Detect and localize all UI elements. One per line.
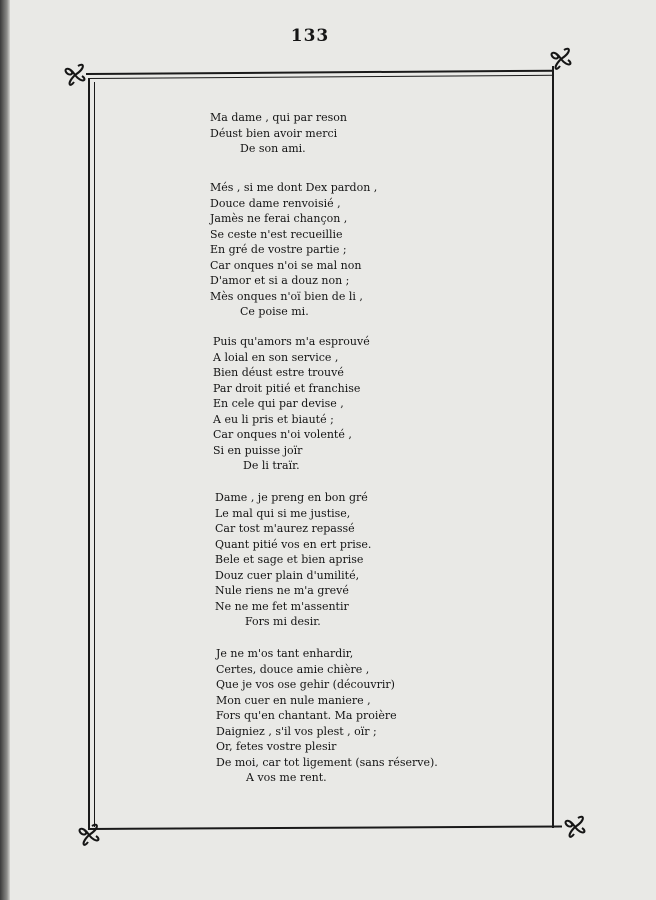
- verse-line: Douz cuer plain d'umilité,: [215, 568, 360, 582]
- corner-flourish-top-right-icon: [546, 44, 576, 74]
- verse-refrain: De son ami.: [240, 142, 306, 155]
- book-gutter-shadow: [0, 0, 10, 900]
- corner-flourish-top-left-icon: [60, 60, 90, 90]
- verse-line: Car tost m'aurez repassé: [215, 522, 355, 535]
- frame-right-line: [552, 66, 554, 828]
- verse-line: Déust bien avoir merci: [210, 126, 338, 140]
- verse-refrain: Fors mi desir.: [245, 615, 321, 628]
- stanza-2: [210, 180, 377, 320]
- verse-line: Si en puisse joïr: [213, 443, 303, 457]
- verse-line: Dame , je preng en bon gré: [215, 491, 368, 504]
- verse-line: Daigniez , s'il vos plest , oïr ;: [216, 724, 377, 738]
- verse-line: Puis qu'amors m'a esprouvé: [213, 335, 370, 348]
- verse-line: A eu li pris et biauté ;: [213, 412, 334, 426]
- verse-line: Jamès ne ferai chançon ,: [210, 212, 348, 225]
- verse-line: Bele et sage et bien aprise: [215, 553, 364, 566]
- verse-line: Le mal qui si me justise,: [215, 506, 351, 520]
- verse-line: Fors qu'en chantant. Ma proière: [216, 709, 397, 722]
- verse-line: D'amor et si a douz non ;: [210, 274, 350, 287]
- verse-line: Nule riens ne m'a grevé: [215, 584, 349, 597]
- verse-line: Més , si me dont Dex pardon ,: [210, 181, 378, 194]
- verse-line: Douce dame renvoisié ,: [210, 196, 341, 210]
- verse-line: Car onques n'oi se mal non: [210, 258, 362, 272]
- verse-line: Quant pitié vos en ert prise.: [215, 537, 372, 551]
- verse-line: Se ceste n'est recueillie: [210, 227, 343, 241]
- verse-line: A loial en son service ,: [213, 350, 339, 364]
- verse-line: Or, fetes vostre plesir: [216, 740, 337, 753]
- corner-flourish-bottom-left-icon: [74, 820, 104, 850]
- verse-refrain: Ce poise mi.: [240, 305, 309, 318]
- stanza-4: [215, 490, 371, 630]
- frame-bottom-line: [90, 826, 562, 830]
- page-number: 133: [290, 26, 330, 46]
- verse-line: Car onques n'oi volenté ,: [213, 428, 352, 441]
- verse-line: Ne ne me fet m'assentir: [215, 599, 349, 613]
- verse-refrain: De li traïr.: [243, 459, 300, 472]
- frame-top-line: [86, 70, 554, 75]
- verse-line: Mès onques n'oï bien de li ,: [210, 289, 363, 303]
- verse-line: Par droit pitié et franchise: [213, 381, 361, 395]
- verse-line: Je ne m'os tant enhardir,: [216, 647, 354, 660]
- frame-left-line: [88, 78, 90, 830]
- verse-line: De moi, car tot ligement (sans réserve).: [216, 755, 438, 769]
- stanza-5: [216, 646, 438, 786]
- verse-line: Mon cuer en nule maniere ,: [216, 693, 371, 707]
- frame-top-inner-line: [89, 75, 554, 79]
- verse-line: Que je vos ose gehir (découvrir): [216, 678, 395, 691]
- verse-line: En gré de vostre partie ;: [210, 243, 347, 256]
- frame-left-inner-line: [94, 82, 95, 827]
- stanza-3: [213, 334, 370, 474]
- corner-flourish-bottom-right-icon: [560, 812, 590, 842]
- stanza-1: [210, 110, 347, 157]
- verse-line: En cele qui par devise ,: [213, 397, 344, 410]
- verse-refrain: A vos me rent.: [246, 771, 327, 784]
- verse-line: Certes, douce amie chière ,: [216, 662, 370, 676]
- verse-line: Ma dame , qui par reson: [210, 111, 347, 124]
- verse-line: Bien déust estre trouvé: [213, 366, 344, 379]
